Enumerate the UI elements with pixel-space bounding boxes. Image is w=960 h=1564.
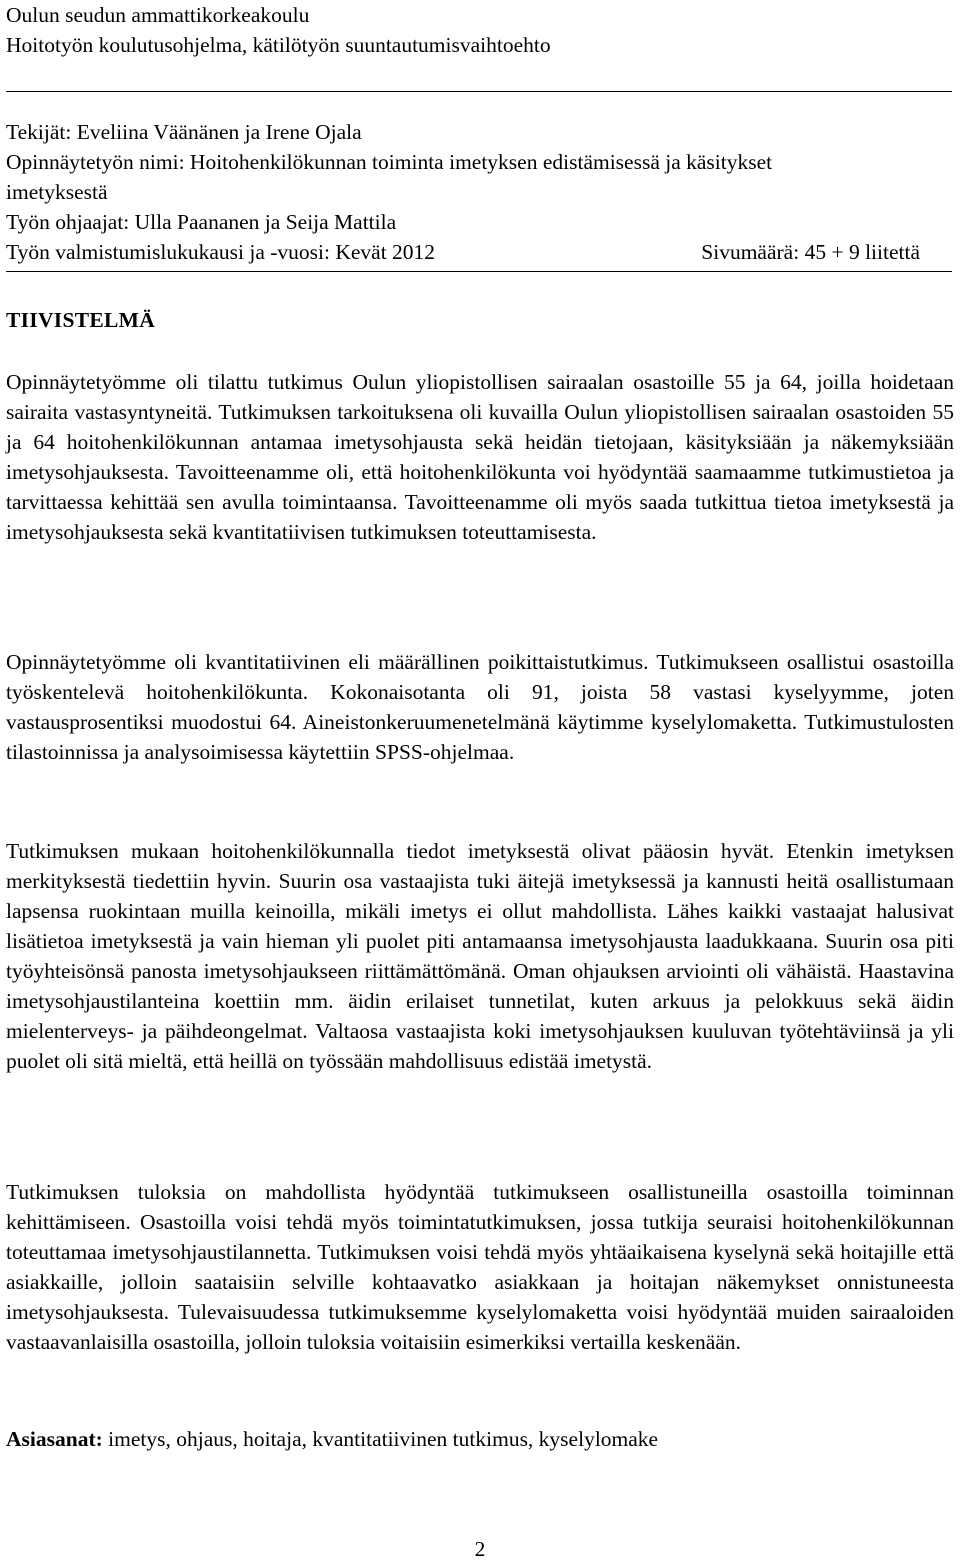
institution-name: Oulun seudun ammattikorkeakoulu (6, 3, 310, 27)
term-and-pages (6, 237, 952, 267)
page-count: Sivumäärä: 45 + 9 liitettä (701, 240, 920, 264)
completion-term: Työn valmistumislukukausi ja -vuosi: Kevät 2012 (6, 240, 436, 264)
keywords-label: Asiasanat: (6, 1427, 103, 1451)
abstract-heading: TIIVISTELMÄ (6, 308, 156, 332)
header-divider (6, 91, 952, 92)
abstract-paragraph-4: Tutkimuksen tuloksia on mahdollista hyödyntää tutkimukseen osallistuneilla osastoilla toiminnan kehittämiseen. Osastoilla voisi tehdä myös toimintatutkimuksen, jossa tutkija seuraisi hoitohenkilökunnan toteuttamaa imetysohjaustilannetta. Tutkimuksen voisi tehdä myös yhtäaikaisena kyselynä sekä hoitajille että asiakkaille, jolloin saataisiin selville kohtaavatko asiakkaan ja hoitajan näkemykset onnistuneesta imetysohjauksesta. Tulevaisuudessa tutkimuksemme kyselylomaketta voisi hyödyntää muiden sairaaloiden vastaavanlaisilla osastoilla, jolloin tuloksia voitaisiin esimerkiksi vertailla keskenään. (6, 1180, 954, 1354)
supervisors: Työn ohjaajat: Ulla Paananen ja Seija Mattila (6, 210, 397, 234)
keywords (6, 1424, 658, 1454)
abstract-paragraph-3: Tutkimuksen mukaan hoitohenkilökunnalla tiedot imetyksestä olivat pääosin hyvät. Etenkin imetyksen merkityksestä tiedettiin hyvin. Suurin osa vastaajista tuki äitejä imetyksessä ja kannusti heitä osallistumaan lapsensa ruokintaan muilla keinoilla, mikäli imetys ei ollut mahdollista. Lähes kaikki vastaajat halusivat lisätietoa imetyksestä ja vain hieman yli puolet piti antamaansa imetysohjausta laadukkaana. Suurin osa piti työyhteisönsä panosta imetysohjaukseen riittämättömänä. Oman ohjauksen arviointi oli vähäistä. Haastavina imetysohjaustilanteina koettiin mm. äidin erilaiset tunnetilat, kuten arkuus ja pelokkuus sekä äidin mielenterveys- ja päihdeongelmat. Valtaosa vastaajista koki imetysohjauksen kuuluvan työtehtäviinsä ja yli puolet oli sitä mieltä, että heillä on työssään mahdollisuus edistää imetystä. (6, 839, 954, 1073)
abstract-paragraph-1: Opinnäytetyömme oli tilattu tutkimus Oulun yliopistollisen sairaalan osastoille 55 ja 64, joilla hoidetaan sairaita vastasyntyneitä. Tutkimuksen tarkoituksena oli kuvailla Oulun yliopistollisen sairaalan osastoiden 55 ja 64 hoitohenkilökunnan antamaa imetysohjausta sekä heidän tietojaan, käsityksiään ja näkemyksiään imetysohjauksesta. Tavoitteenamme oli, että hoitohenkilökunta voi hyödyntää saamaamme tutkimustietoa ja tarvittaessa kehittää sen avulla toimintaansa. Tavoitteenamme oli myös saada tutkittua tietoa imetyksestä ja imetysohjauksesta sekä kvantitatiivisen tutkimuksen toteuttamisesta. (6, 370, 954, 544)
authors: Tekijät: Eveliina Väänänen ja Irene Ojala (6, 120, 362, 144)
info-divider (6, 271, 952, 272)
page-number: 2 (474, 1537, 486, 1561)
thesis-title: Opinnäytetyön nimi: Hoitohenkilökunnan toiminta imetyksen edistämisessä ja käsitykset imetyksestä (6, 150, 773, 204)
keywords-list: imetys, ohjaus, hoitaja, kvantitatiivinen tutkimus, kyselylomake (102, 1427, 659, 1451)
document-page (6, 0, 954, 60)
abstract-paragraph-2: Opinnäytetyömme oli kvantitatiivinen eli määrällinen poikittaistutkimus. Tutkimukseen osallistui osastoilla työskentelevä hoitohenkilökunta. Kokonaisotanta oli 91, joista 58 vastasi kyselyymme, joten vastausprosentiksi muodostui 64. Aineistonkeruumenetelmänä käytimme kyselylomaketta. Tutkimustulosten tilastoinnissa ja analysoimisessa käytettiin SPSS-ohjelmaa. (6, 650, 954, 764)
thesis-info (6, 117, 952, 267)
degree-program: Hoitotyön koulutusohjelma, kätilötyön suuntautumisvaihtoehto (6, 33, 551, 57)
